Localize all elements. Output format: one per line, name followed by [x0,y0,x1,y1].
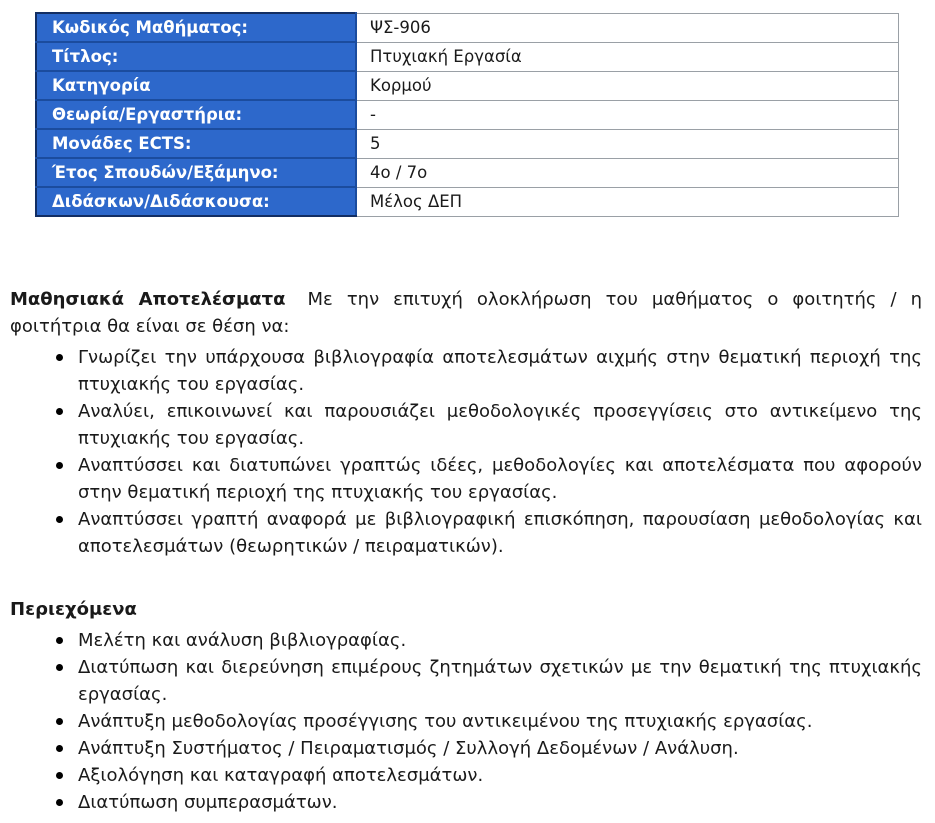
table-row [36,71,898,100]
course-info-table [35,12,899,217]
table-row [36,129,898,158]
section-learning-outcomes [10,286,922,560]
list-item: Διατύπωση συμπερασμάτων. [78,789,922,816]
document-body [10,286,922,816]
list-item: Γνωρίζει την υπάρχουσα βιβλιογραφία αποτελεσμάτων αιχμής στην θεματική περιοχή της πτυχιακής του εργασίας. [78,344,922,398]
table-row [36,158,898,187]
row-value: ΨΣ-906 [356,13,898,42]
section-contents [10,596,922,816]
row-label: Τίτλος: [36,42,356,71]
list-item: Αξιολόγηση και καταγραφή αποτελεσμάτων. [78,762,922,789]
table-row [36,13,898,42]
table-row [36,100,898,129]
row-label: Μονάδες ECTS: [36,129,356,158]
row-label: Έτος Σπουδών/Εξάμηνο: [36,158,356,187]
row-value: Μέλος ΔΕΠ [356,187,898,216]
learning-outcomes-intro-text: Με την επιτυχή ολοκλήρωση του μαθήματος ο φοιτητής / η φοιτήτρια θα είναι σε θέση να: [10,289,922,337]
row-value: 4ο / 7ο [356,158,898,187]
contents-list [10,627,922,816]
table-row [36,187,898,216]
list-item: Αναπτύσσει γραπτή αναφορά με βιβλιογραφική επισκόπηση, παρουσίαση μεθοδολογίας και αποτελεσμάτων (θεωρητικών / πειραματικών). [78,506,922,560]
learning-outcomes-intro [10,286,922,340]
row-label: Κατηγορία [36,71,356,100]
row-value: - [356,100,898,129]
list-item: Αναλύει, επικοινωνεί και παρουσιάζει μεθοδολογικές προσεγγίσεις στο αντικείμενο της πτυχιακής του εργασίας. [78,398,922,452]
row-label: Διδάσκων/Διδάσκουσα: [36,187,356,216]
list-item: Διατύπωση και διερεύνηση επιμέρους ζητημάτων σχετικών με την θεματική της πτυχιακής εργασίας. [78,654,922,708]
list-item: Μελέτη και ανάλυση βιβλιογραφίας. [78,627,922,654]
table-row [36,42,898,71]
row-label: Θεωρία/Εργαστήρια: [36,100,356,129]
list-item: Αναπτύσσει και διατυπώνει γραπτώς ιδέες, μεθοδολογίες και αποτελέσματα που αφορούν στην θεματική περιοχή της πτυχιακής του εργασίας. [78,452,922,506]
list-item: Ανάπτυξη Συστήματος / Πειραματισμός / Συλλογή Δεδομένων / Ανάλυση. [78,735,922,762]
section-heading-learning-outcomes: Μαθησιακά Αποτελέσματα [10,289,286,310]
learning-outcomes-list [10,344,922,560]
section-heading-contents: Περιεχόμενα [10,599,137,620]
row-value: Πτυχιακή Εργασία [356,42,898,71]
list-item: Ανάπτυξη μεθοδολογίας προσέγγισης του αντικειμένου της πτυχιακής εργασίας. [78,708,922,735]
row-label: Κωδικός Μαθήματος: [36,13,356,42]
row-value: 5 [356,129,898,158]
row-value: Κορμού [356,71,898,100]
